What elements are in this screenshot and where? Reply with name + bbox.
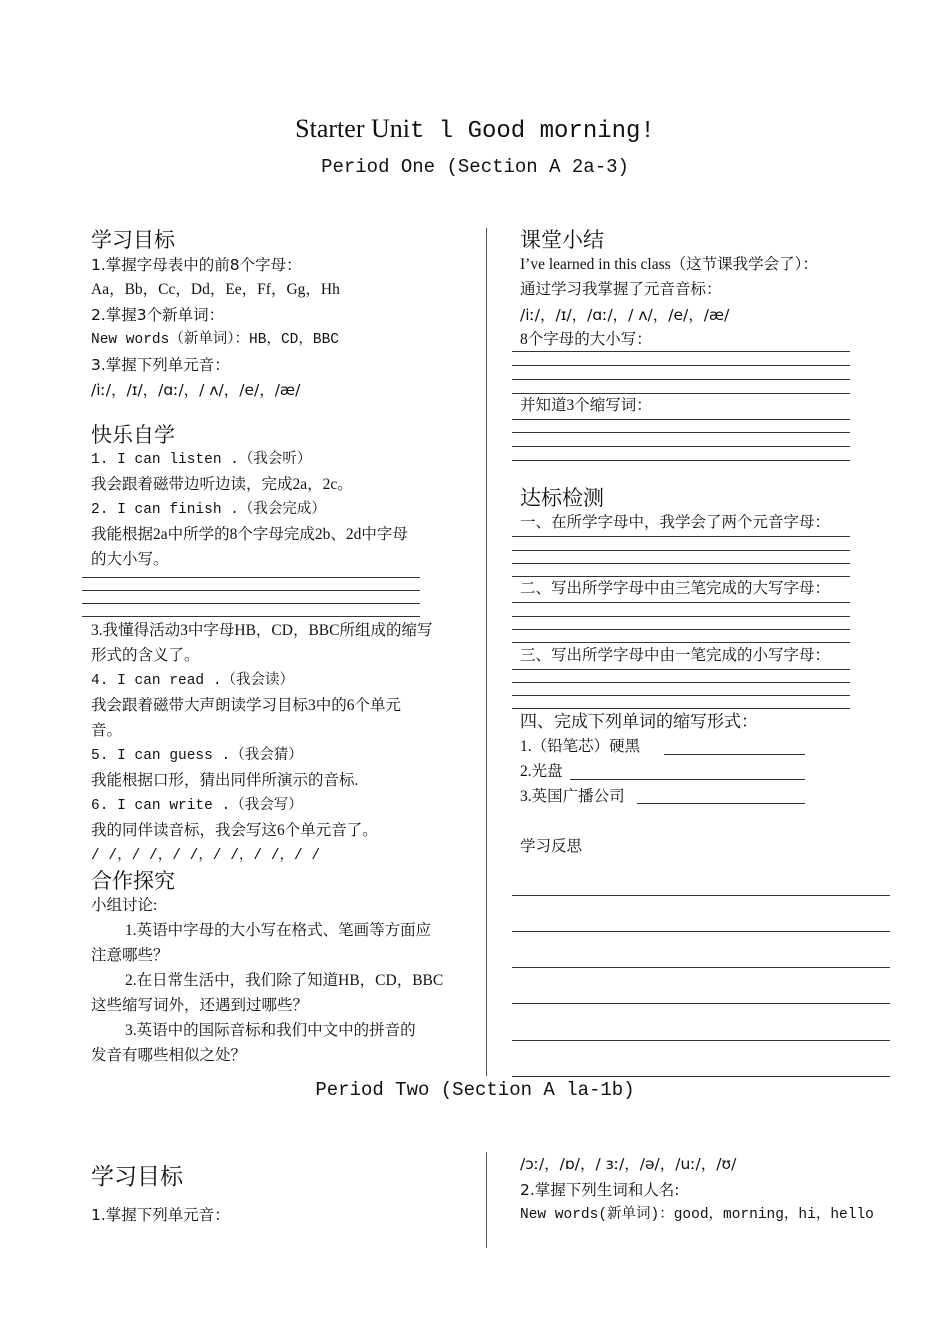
summary-abbr: 并知道3个缩写词： <box>520 397 652 414</box>
coop-q1-a: 1.英语中字母的大小写在格式、笔画等方面应 <box>125 922 432 939</box>
goals-heading: 学习目标 <box>91 228 175 252</box>
right-column-summary <box>520 226 880 351</box>
reflection-line[interactable] <box>512 931 890 932</box>
reflection-line[interactable] <box>512 1040 890 1041</box>
self-study-2-desc-a: 我能根据2a中所学的8个字母完成2b、2d中字母 <box>91 526 408 543</box>
answer-line[interactable] <box>664 754 805 755</box>
self-study-2-desc-b: 的大小写。 <box>91 551 169 568</box>
period-two-goal-1: 1.掌握下列单元音： <box>91 1206 230 1224</box>
self-study-1-desc: 我会跟着磁带边听边读，完成2a，2c。 <box>91 476 353 493</box>
coop-q3-b: 发音有哪些相似之处？ <box>91 1047 247 1064</box>
self-study-5: 5. I can guess .（我会猜） <box>91 748 303 764</box>
summary-vowels-intro: 通过学习我掌握了元音音标： <box>520 281 722 298</box>
period-two-words: New words(新单词)：good，morning，hi，hello <box>520 1207 874 1223</box>
period-two-vowels: /ɔː/，/ɒ/，/ ɜː/，/ə/，/uː/，/ʊ/ <box>520 1155 737 1173</box>
self-study-4: 4. I can read .（我会读） <box>91 673 295 689</box>
left-column <box>91 226 471 571</box>
answer-line[interactable] <box>637 803 805 804</box>
goal-letters: Aa，Bb，Cc，Dd，Ee，Ff，Gg，Hh <box>91 281 340 298</box>
goal-item-1: 1.掌握字母表中的前8个字母： <box>91 256 302 274</box>
answer-line[interactable] <box>512 642 850 643</box>
coop-q2-b: 这些缩写词外，还遇到过哪些？ <box>91 997 309 1014</box>
answer-line[interactable] <box>512 602 850 603</box>
answer-line[interactable] <box>82 590 420 591</box>
summary-vowels: /iː/，/ɪ/，/ɑː/，/ ʌ/，/e/，/æ/ <box>520 306 730 324</box>
reflection-line[interactable] <box>512 895 890 896</box>
summary-learned: I’ve learned in this class（这节课我学会了）： <box>520 256 818 273</box>
reflection-line[interactable] <box>512 967 890 968</box>
reflection-label: 学习反思 <box>520 838 583 855</box>
answer-line[interactable] <box>512 351 850 352</box>
answer-line[interactable] <box>512 550 850 551</box>
test-q4-1: 1.（铅笔芯）硬黑 <box>520 738 641 755</box>
coop-q2-a: 2.在日常生活中，我们除了知道HB，CD，BBC <box>125 972 444 989</box>
coop-q1-b: 注意哪些？ <box>91 947 169 964</box>
answer-line[interactable] <box>512 379 850 380</box>
answer-line[interactable] <box>512 432 850 433</box>
answer-line[interactable] <box>512 460 850 461</box>
answer-line[interactable] <box>512 446 850 447</box>
vowel-blanks[interactable]: / /，/ /，/ /，/ /，/ /，/ / <box>91 848 321 864</box>
self-study-1: 1. I can listen .（我会听） <box>91 452 312 468</box>
self-study-6-desc: 我的同伴读音标，我会写这6个单元音了。 <box>91 822 378 839</box>
goal-words: New words（新单词）：HB，CD，BBC <box>91 332 339 348</box>
answer-line[interactable] <box>512 536 850 537</box>
goal-item-3: 3.掌握下列单元音： <box>91 356 230 374</box>
answer-line[interactable] <box>512 576 850 577</box>
test-q4: 四、完成下列单词的缩写形式： <box>520 712 758 732</box>
answer-line[interactable] <box>512 563 850 564</box>
test-q4-2: 2.光盘 <box>520 763 563 780</box>
test-q3: 三、写出所学字母中由一笔完成的小写字母： <box>520 647 831 664</box>
summary-heading: 课堂小结 <box>520 228 604 252</box>
coop-q3-a: 3.英语中的国际音标和我们中文中的拼音的 <box>125 1022 416 1039</box>
self-study-3-a: 3.我懂得活动3中字母HB，CD，BBC所组成的缩写 <box>91 622 433 639</box>
answer-line[interactable] <box>512 365 850 366</box>
period-two-goals-heading: 学习目标 <box>91 1164 183 1190</box>
answer-line[interactable] <box>512 708 850 709</box>
answer-line[interactable] <box>512 629 850 630</box>
summary-letters: 8个字母的大小写： <box>520 331 652 348</box>
page-title: Starter Unit l Good morning! <box>295 114 655 145</box>
period-two-heading: Period Two (Section A la-1b) <box>315 1079 635 1101</box>
period-one-heading: Period One (Section A 2a-3) <box>321 156 629 178</box>
coop-heading: 合作探究 <box>91 869 175 893</box>
test-q4-3: 3.英国广播公司 <box>520 788 625 805</box>
answer-line[interactable] <box>512 616 850 617</box>
coop-intro: 小组讨论: <box>91 897 158 914</box>
test-q1: 一、在所学字母中，我学会了两个元音字母： <box>520 514 831 531</box>
self-study-5-desc: 我能根据口形，猜出同伴所演示的音标. <box>91 772 359 789</box>
self-study-2: 2. I can finish .（我会完成） <box>91 502 326 518</box>
answer-line[interactable] <box>82 603 420 604</box>
goal-item-2: 2.掌握3个新单词： <box>91 306 225 324</box>
answer-line[interactable] <box>512 419 850 420</box>
answer-line[interactable] <box>512 669 850 670</box>
goal-vowels: /iː/，/ɪ/，/ɑː/，/ ʌ/，/e/，/æ/ <box>91 381 301 399</box>
test-heading: 达标检测 <box>520 486 604 510</box>
self-study-4-desc-a: 我会跟着磁带大声朗读学习目标3中的6个单元 <box>91 697 402 714</box>
answer-line[interactable] <box>570 779 805 780</box>
self-study-4-desc-b: 音。 <box>91 722 123 739</box>
test-q2: 二、写出所学字母中由三笔完成的大写字母： <box>520 580 831 597</box>
self-study-6: 6. I can write .（我会写） <box>91 798 303 814</box>
column-divider-top <box>486 228 487 1076</box>
answer-line[interactable] <box>82 616 420 617</box>
left-column-continued <box>91 620 471 1067</box>
self-study-heading: 快乐自学 <box>91 423 175 447</box>
period-two-goal-2: 2.掌握下列生词和人名: <box>520 1181 680 1199</box>
column-divider-bottom <box>486 1152 487 1248</box>
reflection-line[interactable] <box>512 1003 890 1004</box>
answer-line[interactable] <box>512 393 850 394</box>
answer-line[interactable] <box>82 577 420 578</box>
answer-line[interactable] <box>512 695 850 696</box>
answer-line[interactable] <box>512 682 850 683</box>
self-study-3-b: 形式的含义了。 <box>91 647 200 664</box>
